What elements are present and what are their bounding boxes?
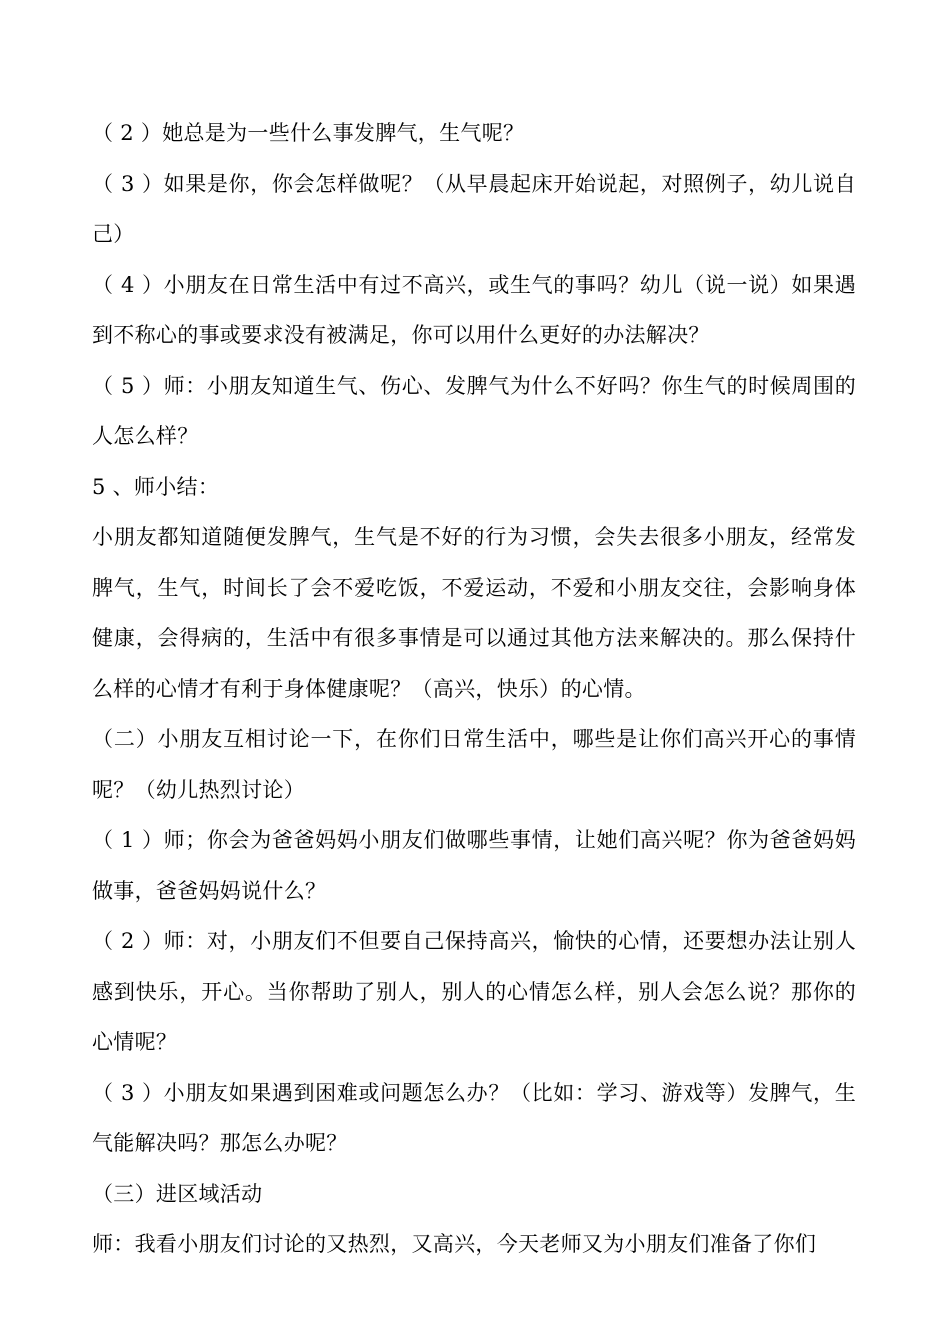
paragraph-summary: 小朋友都知道随便发脾气，生气是不好的行为习惯，会失去很多小朋友，经常发脾气，生气，时间长了会不爱吃饭，不爱运动，不爱和小朋友交往，会影响身体健康，会得病的，生活中有很多事情是可以通过其他方法来解决的。那么保持什么样的心情才有利于身体健康呢？（高兴，快乐）的心情。 xyxy=(92,525,856,701)
section-heading-discussion: （二）小朋友互相讨论一下，在你们日常生活中，哪些是让你们高兴开心的事情呢？（幼儿热烈讨论） xyxy=(92,727,856,802)
section-heading-area-activity: （三）进区域活动 xyxy=(92,1181,263,1206)
paragraph-discussion-1: （ 1 ）师；你会为爸爸妈妈小朋友们做哪些事情，让她们高兴呢？你为爸爸妈妈做事，爸爸妈妈说什么？ xyxy=(92,828,856,903)
paragraph-area-activity: 师：我看小朋友们讨论的又热烈，又高兴，今天老师又为小朋友们准备了你们 xyxy=(92,1232,817,1256)
paragraph-discussion-2: （ 2 ）师：对，小朋友们不但要自己保持高兴，愉快的心情，还要想办法让别人感到快乐，开心。当你帮助了别人，别人的心情怎么样，别人会怎么说？那你的心情呢？ xyxy=(92,929,856,1054)
paragraph-q5: （ 5 ）师：小朋友知道生气、伤心、发脾气为什么不好吗？你生气的时候周围的人怎么样？ xyxy=(92,373,856,448)
document-body xyxy=(92,108,856,1270)
paragraph-q4: （ 4 ）小朋友在日常生活中有过不高兴，或生气的事吗？幼儿（说一说）如果遇到不称心的事或要求没有被满足，你可以用什么更好的办法解决？ xyxy=(92,272,856,347)
section-heading-summary: 5 、师小结： xyxy=(92,474,220,499)
paragraph-q3: （ 3 ）如果是你，你会怎样做呢？（从早晨起床开始说起，对照例子，幼儿说自己） xyxy=(92,171,856,246)
paragraph-discussion-3: （ 3 ）小朋友如果遇到困难或问题怎么办？（比如：学习、游戏等）发脾气，生气能解决吗？那怎么办呢？ xyxy=(92,1080,856,1155)
paragraph-q2: （ 2 ）她总是为一些什么事发脾气，生气呢？ xyxy=(92,121,525,145)
